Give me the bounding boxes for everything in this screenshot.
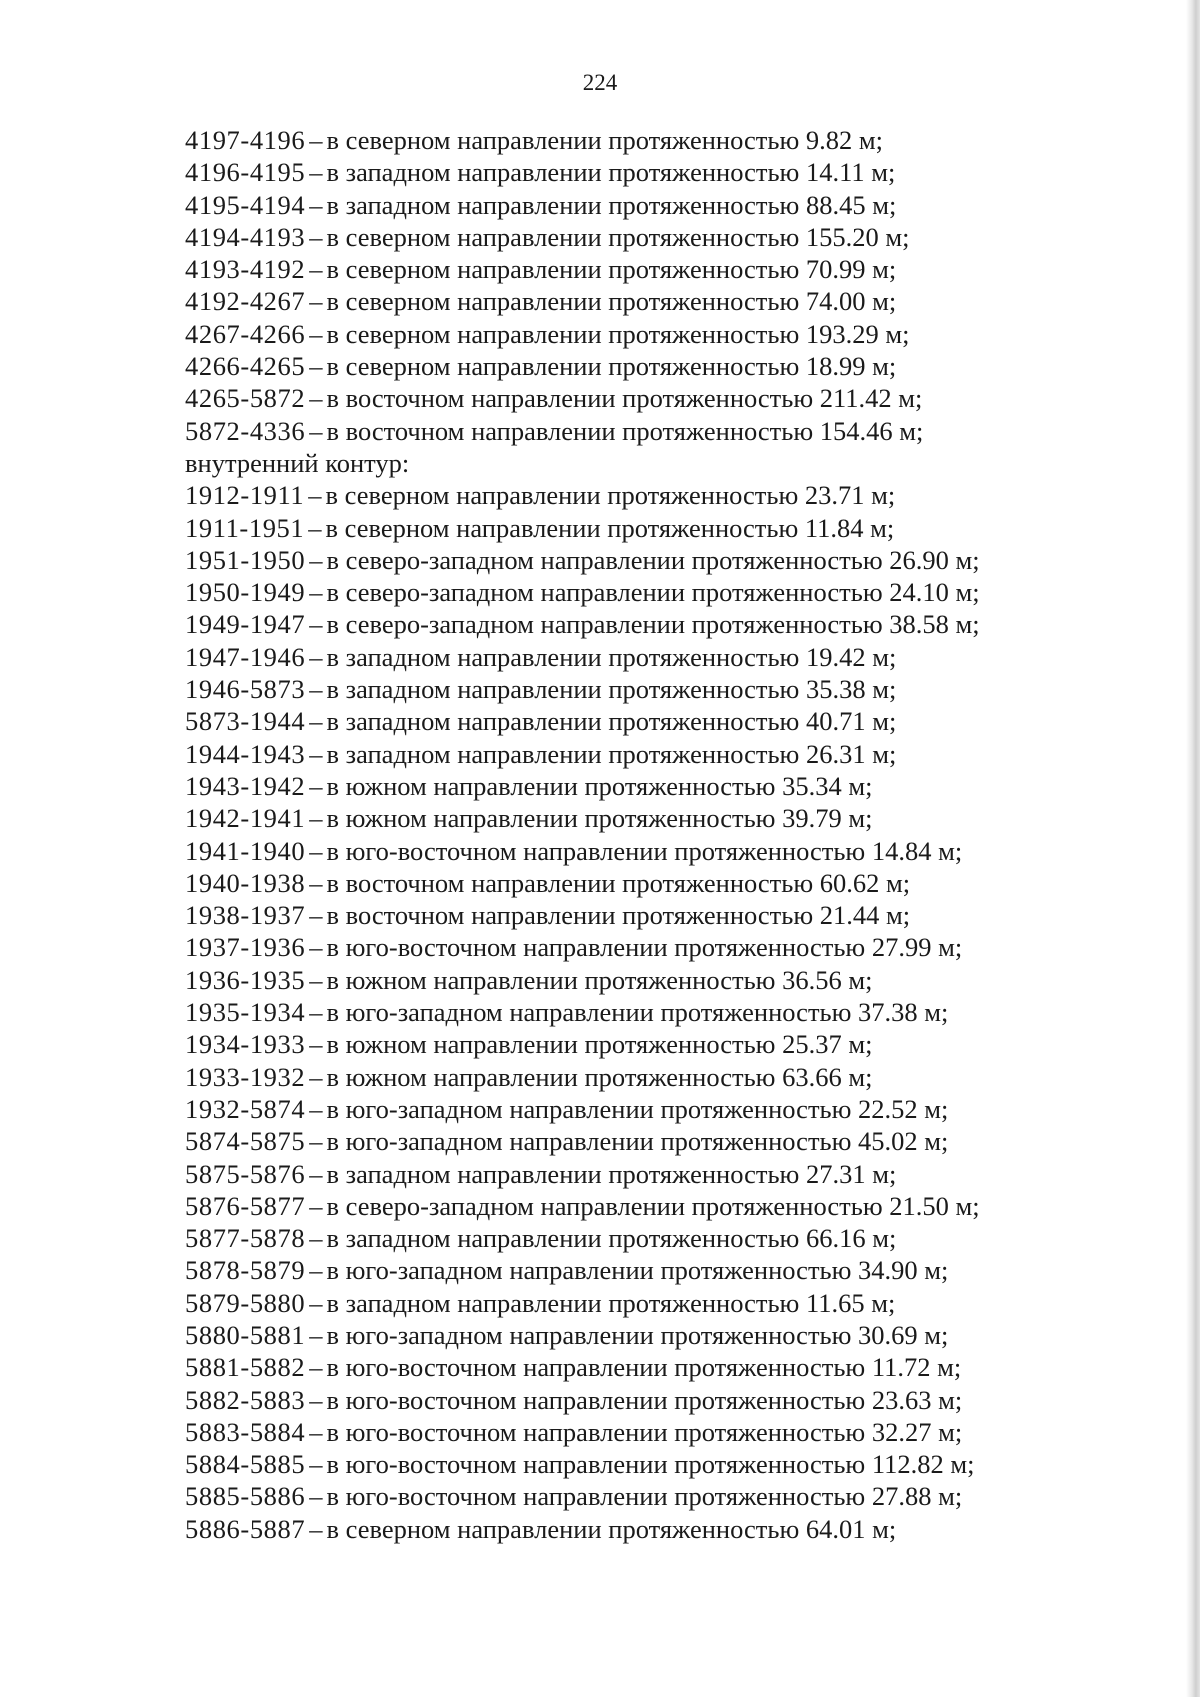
dash-separator: – bbox=[309, 1416, 323, 1447]
segment-description: в западном направлении протяженностью 40.71 м; bbox=[326, 706, 897, 737]
segment-description: в северном направлении протяженностью 64.01 м; bbox=[326, 1513, 897, 1544]
segment-points: 5878-5879 bbox=[185, 1255, 306, 1286]
dash-separator: – bbox=[308, 480, 322, 511]
segment-line bbox=[185, 1222, 980, 1254]
segment-points: 5882-5883 bbox=[185, 1384, 306, 1415]
segment-description: в западном направлении протяженностью 14.11 м; bbox=[326, 157, 896, 188]
segment-line bbox=[185, 1480, 980, 1512]
dash-separator: – bbox=[309, 997, 323, 1028]
segment-points: 4266-4265 bbox=[185, 351, 306, 382]
segment-description: в северо-западном направлении протяженностью 21.50 м; bbox=[326, 1190, 980, 1221]
segment-description: в юго-западном направлении протяженностью 34.90 м; bbox=[326, 1255, 949, 1286]
dash-separator: – bbox=[309, 964, 323, 995]
segment-line bbox=[185, 350, 980, 382]
dash-separator: – bbox=[309, 415, 323, 446]
segment-line bbox=[185, 124, 980, 156]
dash-separator: – bbox=[309, 738, 323, 769]
segment-line bbox=[185, 835, 980, 867]
dash-separator: – bbox=[308, 512, 322, 543]
segment-points: 1949-1947 bbox=[185, 609, 306, 640]
segment-line bbox=[185, 576, 980, 608]
segment-points: 1935-1934 bbox=[185, 997, 306, 1028]
segment-description: в северном направлении протяженностью 70.99 м; bbox=[326, 254, 897, 285]
segment-description: в восточном направлении протяженностью 21.44 м; bbox=[326, 900, 911, 931]
segment-description: в западном направлении протяженностью 11.65 м; bbox=[326, 1287, 896, 1318]
segment-line bbox=[185, 189, 980, 221]
segment-description: в западном направлении протяженностью 26.31 м; bbox=[326, 738, 897, 769]
dash-separator: – bbox=[309, 1352, 323, 1383]
dash-separator: – bbox=[309, 803, 323, 834]
dash-separator: – bbox=[309, 609, 323, 640]
segment-description: в юго-восточном направлении протяженностью 27.99 м; bbox=[326, 932, 963, 963]
segment-line bbox=[185, 479, 980, 511]
segment-points: 5879-5880 bbox=[185, 1287, 306, 1318]
segment-description: в восточном направлении протяженностью 60.62 м; bbox=[326, 867, 911, 898]
dash-separator: – bbox=[309, 674, 323, 705]
dash-separator: – bbox=[309, 1481, 323, 1512]
segment-description: в восточном направлении протяженностью 211.42 м; bbox=[326, 383, 923, 414]
segment-line bbox=[185, 1093, 980, 1125]
segment-points: 5883-5884 bbox=[185, 1416, 306, 1447]
segment-line bbox=[185, 931, 980, 963]
segment-description: в юго-восточном направлении протяженностью 23.63 м; bbox=[326, 1384, 963, 1415]
dash-separator: – bbox=[309, 835, 323, 866]
segment-line bbox=[185, 415, 980, 447]
segment-line bbox=[185, 221, 980, 253]
segment-description: в юго-западном направлении протяженностью 37.38 м; bbox=[326, 997, 949, 1028]
segment-description: в западном направлении протяженностью 35.38 м; bbox=[326, 674, 897, 705]
segment-points: 1950-1949 bbox=[185, 577, 306, 608]
segment-line bbox=[185, 996, 980, 1028]
section-heading-text: внутренний контур: bbox=[185, 447, 410, 478]
segment-points: 5876-5877 bbox=[185, 1190, 306, 1221]
scan-edge-shadow bbox=[1186, 0, 1200, 1697]
segment-description: в юго-западном направлении протяженностью 22.52 м; bbox=[326, 1093, 949, 1124]
segment-line bbox=[185, 1158, 980, 1190]
segment-points: 1936-1935 bbox=[185, 964, 306, 995]
segment-description: в юго-восточном направлении протяженностью 27.88 м; bbox=[326, 1481, 963, 1512]
segment-line bbox=[185, 1061, 980, 1093]
dash-separator: – bbox=[309, 125, 323, 155]
segment-points: 1944-1943 bbox=[185, 738, 306, 769]
segment-description: в северном направлении протяженностью 74.00 м; bbox=[326, 286, 897, 317]
segment-line bbox=[185, 1319, 980, 1351]
segment-line bbox=[185, 1287, 980, 1319]
segment-points: 1941-1940 bbox=[185, 835, 306, 866]
dash-separator: – bbox=[309, 286, 323, 317]
dash-separator: – bbox=[309, 1449, 323, 1480]
section-heading bbox=[185, 447, 980, 479]
segment-points: 4194-4193 bbox=[185, 221, 306, 252]
segment-line bbox=[185, 1125, 980, 1157]
segment-line bbox=[185, 156, 980, 188]
segment-points: 5877-5878 bbox=[185, 1223, 306, 1254]
segment-points: 1937-1936 bbox=[185, 932, 306, 963]
segment-description: в южном направлении протяженностью 39.79 м; bbox=[326, 803, 873, 834]
dash-separator: – bbox=[309, 1287, 323, 1318]
segment-points: 5880-5881 bbox=[185, 1319, 306, 1350]
segment-line bbox=[185, 253, 980, 285]
segment-description: в северном направлении протяженностью 11.84 м; bbox=[325, 512, 895, 543]
segment-points: 1933-1932 bbox=[185, 1061, 306, 1092]
segment-description: в южном направлении протяженностью 25.37 м; bbox=[326, 1029, 873, 1060]
dash-separator: – bbox=[309, 867, 323, 898]
segment-description: в западном направлении протяженностью 66.16 м; bbox=[326, 1223, 897, 1254]
dash-separator: – bbox=[309, 318, 323, 349]
segment-points: 1947-1946 bbox=[185, 641, 306, 672]
dash-separator: – bbox=[309, 1126, 323, 1157]
dash-separator: – bbox=[309, 221, 323, 252]
segment-description: в южном направлении протяженностью 36.56 м; bbox=[326, 964, 873, 995]
segment-line bbox=[185, 802, 980, 834]
dash-separator: – bbox=[309, 900, 323, 931]
dash-separator: – bbox=[309, 383, 323, 414]
segment-line bbox=[185, 1351, 980, 1383]
segment-points: 1911-1951 bbox=[185, 512, 305, 543]
dash-separator: – bbox=[309, 770, 323, 801]
segment-line bbox=[185, 705, 980, 737]
segment-description: в южном направлении протяженностью 63.66 м; bbox=[326, 1061, 873, 1092]
segment-points: 4192-4267 bbox=[185, 286, 306, 317]
segment-line bbox=[185, 1448, 980, 1480]
dash-separator: – bbox=[309, 1513, 323, 1544]
dash-separator: – bbox=[309, 189, 323, 220]
segment-points: 5884-5885 bbox=[185, 1449, 306, 1480]
segment-description: в юго-восточном направлении протяженностью 14.84 м; bbox=[326, 835, 963, 866]
segment-description: в юго-восточном направлении протяженностью 11.72 м; bbox=[326, 1352, 962, 1383]
segment-line bbox=[185, 1384, 980, 1416]
dash-separator: – bbox=[309, 1158, 323, 1189]
segment-line bbox=[185, 641, 980, 673]
segment-line bbox=[185, 382, 980, 414]
segment-points: 5886-5887 bbox=[185, 1513, 306, 1544]
dash-separator: – bbox=[309, 641, 323, 672]
segment-line bbox=[185, 1190, 980, 1222]
segment-points: 4196-4195 bbox=[185, 157, 306, 188]
segment-line bbox=[185, 673, 980, 705]
segment-points: 1951-1950 bbox=[185, 544, 306, 575]
dash-separator: – bbox=[309, 1384, 323, 1415]
segment-points: 1943-1942 bbox=[185, 770, 306, 801]
segment-description: в восточном направлении протяженностью 154.46 м; bbox=[326, 415, 924, 446]
segment-points: 5872-4336 bbox=[185, 415, 306, 446]
segment-description: в северном направлении протяженностью 193.29 м; bbox=[326, 318, 910, 349]
segment-line bbox=[185, 285, 980, 317]
segment-description: в северном направлении протяженностью 18.99 м; bbox=[326, 351, 897, 382]
segment-description: в северном направлении протяженностью 155.20 м; bbox=[326, 221, 910, 252]
dash-separator: – bbox=[309, 157, 323, 188]
segment-points: 1938-1937 bbox=[185, 900, 306, 931]
segment-description: в юго-западном направлении протяженностью 45.02 м; bbox=[326, 1126, 949, 1157]
dash-separator: – bbox=[309, 706, 323, 737]
dash-separator: – bbox=[309, 1255, 323, 1286]
segment-description: в северо-западном направлении протяженностью 38.58 м; bbox=[326, 609, 980, 640]
dash-separator: – bbox=[309, 1093, 323, 1124]
segment-points: 5873-1944 bbox=[185, 706, 306, 737]
dash-separator: – bbox=[309, 1319, 323, 1350]
segment-points: 1932-5874 bbox=[185, 1093, 306, 1124]
segment-description: в западном направлении протяженностью 19.42 м; bbox=[326, 641, 897, 672]
segment-line bbox=[185, 899, 980, 931]
dash-separator: – bbox=[309, 544, 323, 575]
segment-description: в юго-восточном направлении протяженностью 32.27 м; bbox=[326, 1416, 963, 1447]
segment-points: 5874-5875 bbox=[185, 1126, 306, 1157]
dash-separator: – bbox=[309, 577, 323, 608]
segment-points: 5885-5886 bbox=[185, 1481, 306, 1512]
segment-line bbox=[185, 1513, 980, 1545]
segment-description: в северо-западном направлении протяженностью 24.10 м; bbox=[326, 577, 980, 608]
segment-points: 1940-1938 bbox=[185, 867, 306, 898]
segment-line bbox=[185, 964, 980, 996]
segment-points: 4193-4192 bbox=[185, 254, 306, 285]
segment-points: 4265-5872 bbox=[185, 383, 306, 414]
segment-points: 1942-1941 bbox=[185, 803, 306, 834]
segment-line bbox=[185, 512, 980, 544]
segment-points: 1934-1933 bbox=[185, 1029, 306, 1060]
segment-line bbox=[185, 867, 980, 899]
dash-separator: – bbox=[309, 1223, 323, 1254]
segment-line bbox=[185, 1028, 980, 1060]
segment-line bbox=[185, 1254, 980, 1286]
segment-description: в северо-западном направлении протяженностью 26.90 м; bbox=[326, 544, 980, 575]
segment-points: 1946-5873 bbox=[185, 674, 306, 705]
segment-line bbox=[185, 770, 980, 802]
segment-description: в западном направлении протяженностью 88.45 м; bbox=[326, 189, 897, 220]
segment-line bbox=[185, 738, 980, 770]
segment-points: 4195-4194 bbox=[185, 189, 306, 220]
segment-description: в северном направлении протяженностью 9.82 м; bbox=[326, 125, 883, 155]
segment-line bbox=[185, 544, 980, 576]
segment-points: 5875-5876 bbox=[185, 1158, 306, 1189]
segment-description: в западном направлении протяженностью 27.31 м; bbox=[326, 1158, 897, 1189]
dash-separator: – bbox=[309, 351, 323, 382]
dash-separator: – bbox=[309, 254, 323, 285]
dash-separator: – bbox=[309, 932, 323, 963]
dash-separator: – bbox=[309, 1190, 323, 1221]
segment-description: в юго-западном направлении протяженностью 30.69 м; bbox=[326, 1319, 949, 1350]
segment-line bbox=[185, 318, 980, 350]
segment-description: в юго-восточном направлении протяженностью 112.82 м; bbox=[326, 1449, 975, 1480]
segment-points: 4267-4266 bbox=[185, 318, 306, 349]
segment-description: в северном направлении протяженностью 23.71 м; bbox=[325, 480, 896, 511]
segment-line bbox=[185, 608, 980, 640]
segment-line bbox=[185, 1416, 980, 1448]
segment-points: 5881-5882 bbox=[185, 1352, 306, 1383]
boundary-segment-list bbox=[185, 124, 980, 1545]
dash-separator: – bbox=[309, 1029, 323, 1060]
segment-points: 4197-4196 bbox=[185, 125, 306, 155]
segment-description: в южном направлении протяженностью 35.34 м; bbox=[326, 770, 873, 801]
dash-separator: – bbox=[309, 1061, 323, 1092]
page-number: 224 bbox=[582, 70, 618, 95]
segment-points: 1912-1911 bbox=[185, 480, 305, 511]
